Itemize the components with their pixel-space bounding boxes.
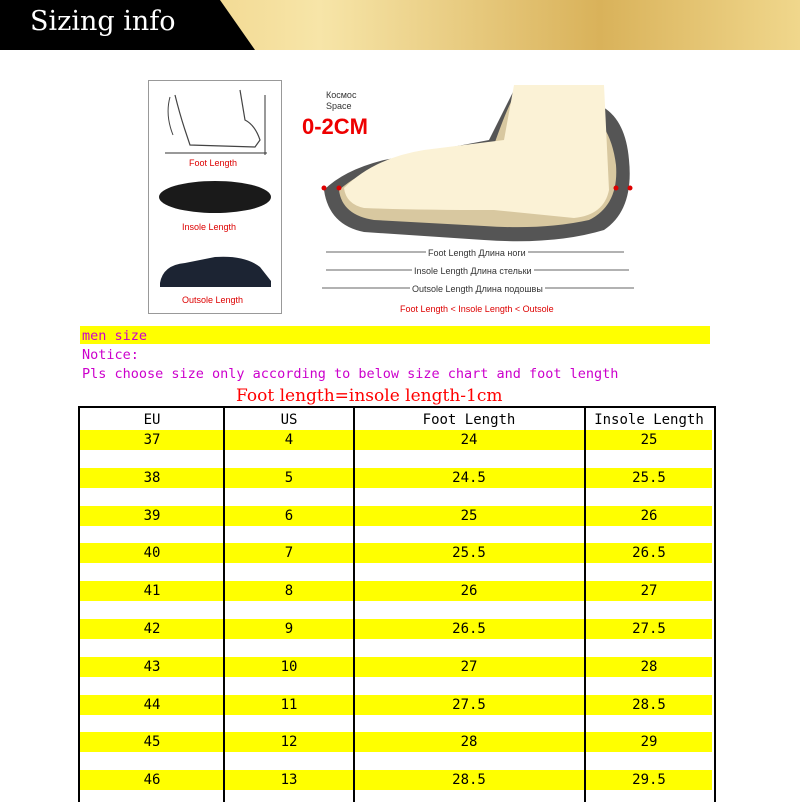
foot-measuring-drawing bbox=[155, 85, 275, 163]
table-row bbox=[80, 657, 712, 677]
header-eu: EU bbox=[143, 412, 161, 428]
table-cell: 37 bbox=[143, 432, 161, 448]
table-cell: 6 bbox=[284, 507, 294, 524]
table-row bbox=[80, 430, 712, 450]
table-row bbox=[80, 468, 712, 488]
table-cell: 5 bbox=[284, 469, 294, 486]
table-cell: 28 bbox=[460, 734, 478, 751]
table-row bbox=[80, 695, 712, 715]
table-cell: 27.5 bbox=[452, 696, 486, 713]
table-cell: 26.5 bbox=[452, 621, 486, 637]
column-divider bbox=[353, 408, 355, 802]
foot-length-dimension: Foot Length Длина ноги bbox=[428, 248, 526, 258]
table-cell: 39 bbox=[143, 507, 161, 524]
table-row bbox=[80, 770, 712, 790]
banner-title: Sizing info bbox=[30, 6, 176, 37]
header-us: US bbox=[280, 412, 298, 428]
notice-label: Notice: bbox=[82, 347, 139, 363]
table-cell: 26 bbox=[640, 507, 658, 524]
men-size-highlight bbox=[80, 326, 710, 344]
table-cell: 24 bbox=[460, 432, 478, 448]
table-cell: 29.5 bbox=[632, 772, 666, 789]
table-cell: 7 bbox=[284, 545, 294, 562]
table-cell: 12 bbox=[280, 734, 298, 751]
measurement-panel bbox=[148, 80, 282, 314]
table-cell: 25.5 bbox=[452, 545, 486, 562]
foot-length-label: Foot Length bbox=[189, 158, 238, 168]
table-cell: 9 bbox=[284, 621, 294, 637]
table-cell: 11 bbox=[280, 696, 298, 713]
table-cell: 40 bbox=[143, 545, 161, 562]
space-label-ru: Космос bbox=[326, 90, 357, 100]
header-insole-length: Insole Length bbox=[594, 412, 704, 428]
outsole-length-dimension: Outsole Length Длина подошвы bbox=[412, 284, 543, 294]
measurement-illustration bbox=[148, 80, 644, 320]
table-row bbox=[80, 732, 712, 752]
table-cell: 4 bbox=[284, 432, 294, 448]
table-cell: 41 bbox=[143, 583, 161, 600]
table-row bbox=[80, 619, 712, 639]
table-row bbox=[80, 581, 712, 601]
table-row bbox=[80, 543, 712, 563]
table-cell: 38 bbox=[143, 469, 161, 486]
insole-length-label: Insole Length bbox=[182, 222, 237, 232]
table-cell: 13 bbox=[280, 772, 298, 789]
table-cell: 28 bbox=[640, 658, 658, 675]
shoe-drawing bbox=[155, 253, 275, 293]
table-row bbox=[80, 506, 712, 526]
table-cell: 26 bbox=[460, 583, 478, 600]
table-cell: 28.5 bbox=[452, 772, 486, 789]
formula-text: Foot length=insole length-1cm bbox=[236, 386, 503, 406]
sizing-banner bbox=[0, 0, 800, 50]
column-divider bbox=[584, 408, 586, 802]
table-cell: 10 bbox=[280, 658, 298, 675]
table-cell: 25.5 bbox=[632, 469, 666, 486]
table-cell: 29 bbox=[640, 734, 658, 751]
table-cell: 45 bbox=[143, 734, 161, 751]
table-cell: 28.5 bbox=[632, 696, 666, 713]
table-cell: 43 bbox=[143, 658, 161, 675]
table-cell: 46 bbox=[143, 772, 161, 789]
space-label-en: Space bbox=[326, 101, 352, 111]
table-cell: 25 bbox=[460, 507, 478, 524]
table-cell: 26.5 bbox=[632, 545, 666, 562]
gap-label: 0-2CM bbox=[302, 114, 369, 139]
outsole-length-label: Outsole Length bbox=[182, 295, 244, 305]
size-chart-table bbox=[78, 406, 716, 802]
table-cell: 27.5 bbox=[632, 621, 666, 637]
men-size-label: men size bbox=[82, 328, 148, 344]
table-cell: 25 bbox=[640, 432, 658, 448]
header-foot-length: Foot Length bbox=[422, 412, 516, 428]
length-comparison: Foot Length < Insole Length < Outsole bbox=[400, 304, 554, 314]
table-cell: 24.5 bbox=[452, 469, 486, 486]
insole-length-dimension: Insole Length Длина стельки bbox=[414, 266, 532, 276]
insole-drawing bbox=[155, 179, 275, 217]
instruction-text: Pls choose size only according to below size chart and foot length bbox=[82, 366, 619, 382]
table-cell: 44 bbox=[143, 696, 161, 713]
column-divider bbox=[223, 408, 225, 802]
table-cell: 27 bbox=[640, 583, 658, 600]
table-cell: 42 bbox=[143, 621, 161, 637]
table-cell: 8 bbox=[284, 583, 294, 600]
table-cell: 27 bbox=[460, 658, 478, 675]
